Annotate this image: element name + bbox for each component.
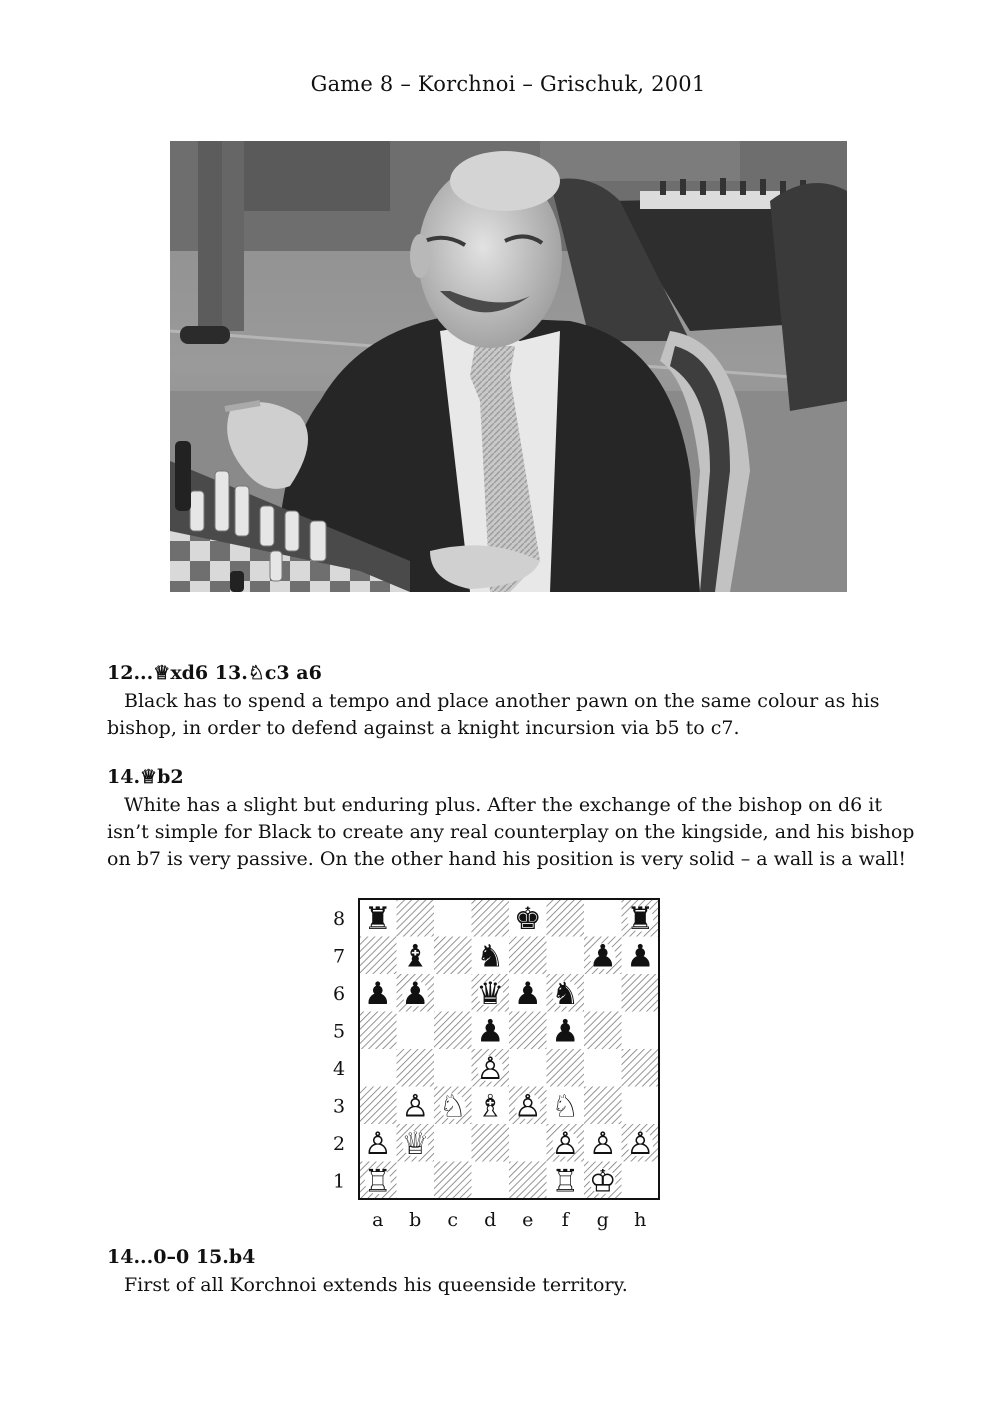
square-g4 [584,1049,622,1087]
square-e4 [509,1049,547,1087]
chess-board-svg [325,894,670,1239]
square-e2 [509,1124,547,1162]
rank-label: 3 [332,1095,346,1118]
square-c6 [434,974,472,1012]
rank-label: 6 [332,982,346,1005]
piece-black-e6: ♟ [513,975,542,1012]
commentary-paragraph-1: Black has to spend a tempo and place another pawn on the same colour as his bishop, in order to defend against a knight incursion via b5 to c7. [107,690,880,739]
square-f8 [547,899,585,937]
piece-black-b7: ♝ [401,938,430,975]
commentary-paragraph-2: White has a slight but enduring plus. After the exchange of the bishop on d6 it isn’t simple for Black to create any real counterplay on the kingside, and his bishop on b7 is very passive. On the other hand his position is very solid – a wall is a wall! [107,794,915,870]
square-c8 [434,899,472,937]
piece-black-h7: ♟ [626,938,655,975]
rank-label: 4 [332,1057,346,1080]
move-line-14: 14.♕b2 [107,766,184,788]
square-g3 [584,1087,622,1125]
file-label: c [447,1209,459,1231]
piece-white-d3: ♗ [476,1088,505,1125]
square-g5 [584,1012,622,1050]
square-a4 [359,1049,397,1087]
square-e1 [509,1162,547,1200]
square-a7 [359,937,397,975]
file-label: h [634,1209,647,1231]
square-d1 [472,1162,510,1200]
piece-black-d7: ♞ [476,938,505,975]
piece-white-d4: ♙ [476,1050,505,1087]
file-label: e [522,1209,534,1231]
square-d2 [472,1124,510,1162]
move-line-14-reply: 14...0–0 15.b4 [107,1246,256,1268]
square-h1 [622,1162,660,1200]
move-line-12: 12...♕xd6 13.♘c3 a6 [107,662,322,684]
square-h5 [622,1012,660,1050]
piece-black-a6: ♟ [363,975,392,1012]
piece-white-c3: ♘ [438,1088,467,1125]
square-b8 [397,899,435,937]
square-h4 [622,1049,660,1087]
piece-white-h2: ♙ [626,1125,655,1162]
square-c2 [434,1124,472,1162]
piece-white-f1: ♖ [551,1163,580,1200]
square-f4 [547,1049,585,1087]
piece-black-g7: ♟ [588,938,617,975]
square-f7 [547,937,585,975]
square-c7 [434,937,472,975]
piece-white-a1: ♖ [363,1163,392,1200]
square-a3 [359,1087,397,1125]
square-c5 [434,1012,472,1050]
file-label: b [409,1209,422,1231]
photo-illustration [170,141,847,592]
square-b1 [397,1162,435,1200]
running-head: Game 8 – Korchnoi – Grischuk, 2001 [310,72,706,96]
piece-black-a8: ♜ [363,900,392,937]
piece-black-e8: ♚ [513,900,542,937]
piece-white-a2: ♙ [363,1125,392,1162]
file-label: g [596,1209,609,1231]
piece-white-e3: ♙ [513,1088,542,1125]
piece-black-d6: ♛ [476,975,505,1012]
square-c1 [434,1162,472,1200]
commentary-paragraph-3: First of all Korchnoi extends his queenside territory. [124,1274,628,1296]
piece-black-f6: ♞ [551,975,580,1012]
piece-black-h8: ♜ [626,900,655,937]
file-label: a [372,1209,384,1231]
square-g8 [584,899,622,937]
rank-label: 1 [332,1170,346,1193]
square-h6 [622,974,660,1012]
piece-white-b2: ♕ [401,1125,430,1162]
square-b4 [397,1049,435,1087]
photograph [170,141,847,592]
square-c4 [434,1049,472,1087]
piece-white-f2: ♙ [551,1125,580,1162]
piece-black-b6: ♟ [401,975,430,1012]
square-a5 [359,1012,397,1050]
piece-white-g1: ♔ [588,1163,617,1200]
piece-white-f3: ♘ [551,1088,580,1125]
piece-white-g2: ♙ [588,1125,617,1162]
rank-label: 8 [332,907,346,930]
rank-label: 5 [332,1020,346,1043]
piece-black-f5: ♟ [551,1013,580,1050]
square-e5 [509,1012,547,1050]
piece-black-d5: ♟ [476,1013,505,1050]
chess-diagram [325,894,670,1239]
square-d8 [472,899,510,937]
square-e7 [509,937,547,975]
file-label: d [484,1209,497,1231]
file-label: f [561,1209,569,1231]
piece-white-b3: ♙ [401,1088,430,1125]
rank-label: 7 [332,945,346,968]
square-h3 [622,1087,660,1125]
rank-label: 2 [332,1132,346,1155]
square-g6 [584,974,622,1012]
square-b5 [397,1012,435,1050]
